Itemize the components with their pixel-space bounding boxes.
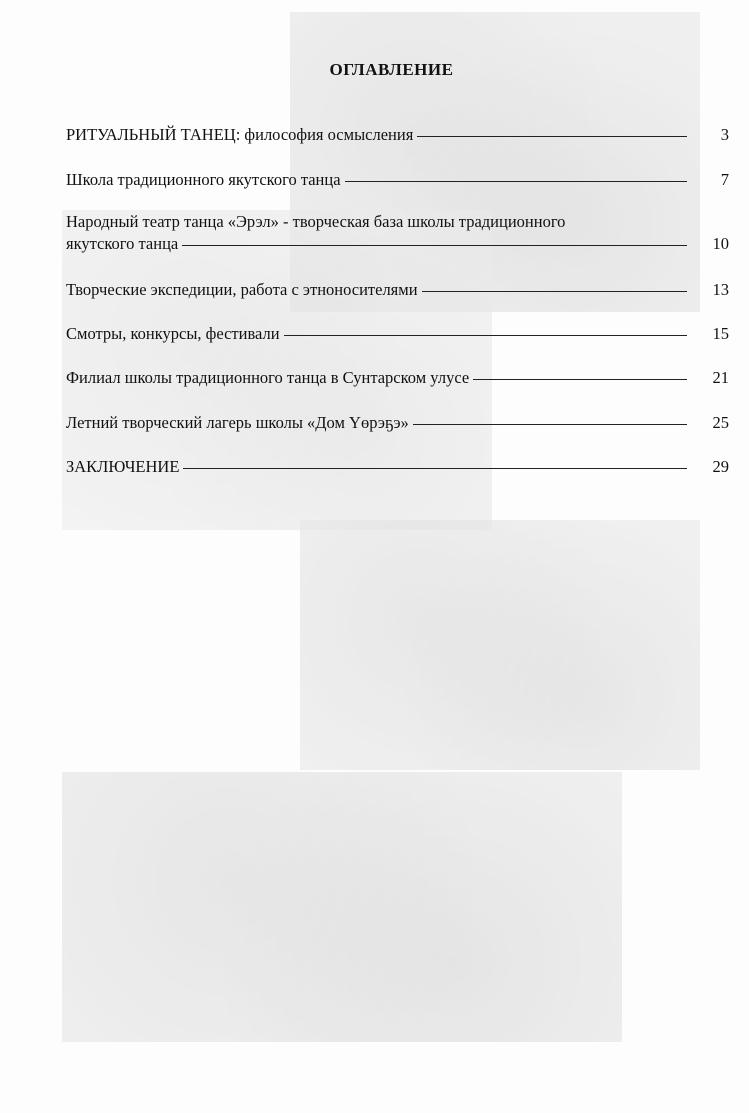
dot-leader bbox=[473, 379, 687, 380]
table-of-contents bbox=[66, 60, 729, 478]
toc-entry-page: 29 bbox=[712, 457, 729, 476]
toc-entry-page: 21 bbox=[712, 368, 729, 387]
toc-entry-page: 10 bbox=[712, 234, 729, 253]
dot-leader bbox=[422, 291, 687, 292]
toc-entry-title: Творческие экспедиции, работа с этноносителями bbox=[66, 280, 418, 299]
toc-entry-page: 3 bbox=[720, 125, 729, 144]
bleed-through-photo bbox=[62, 772, 622, 1042]
toc-entry-title: якутского танца bbox=[66, 234, 179, 253]
toc-entry-title: РИТУАЛЬНЫЙ ТАНЕЦ: философия осмысления bbox=[66, 125, 414, 144]
toc-entry-page: 7 bbox=[720, 170, 729, 189]
toc-entry-title: Филиал школы традиционного танца в Сунтарском улусе bbox=[66, 368, 470, 387]
toc-entry-title: Смотры, конкурсы, фестивали bbox=[66, 324, 280, 343]
toc-entry-page: 13 bbox=[712, 280, 729, 299]
toc-entry-page: 15 bbox=[712, 324, 729, 343]
toc-entry-title: Летний творческий лагерь школы «Дом Үөрэҕэ» bbox=[66, 413, 409, 432]
bleed-through-photo bbox=[300, 520, 700, 770]
dot-leader bbox=[284, 335, 687, 336]
toc-entry bbox=[66, 211, 729, 255]
toc-entry bbox=[66, 367, 729, 389]
dot-leader bbox=[413, 424, 687, 425]
toc-entry bbox=[66, 279, 729, 301]
toc-title: ОГЛАВЛЕНИЕ bbox=[329, 60, 454, 79]
dot-leader bbox=[417, 136, 687, 137]
toc-entry bbox=[66, 323, 729, 345]
toc-entry-title: Школа традиционного якутского танца bbox=[66, 170, 341, 189]
toc-entry-page: 25 bbox=[712, 413, 729, 432]
dot-leader bbox=[345, 181, 687, 182]
toc-entry bbox=[66, 124, 729, 146]
toc-entry bbox=[66, 169, 729, 191]
toc-entry bbox=[66, 456, 729, 478]
toc-entry-title-line1: Народный театр танца «Эрэл» - творческая база школы традиционного bbox=[66, 212, 566, 231]
dot-leader bbox=[182, 245, 687, 246]
toc-entry bbox=[66, 412, 729, 434]
toc-entry-title: ЗАКЛЮЧЕНИЕ bbox=[66, 457, 180, 476]
dot-leader bbox=[183, 468, 687, 469]
